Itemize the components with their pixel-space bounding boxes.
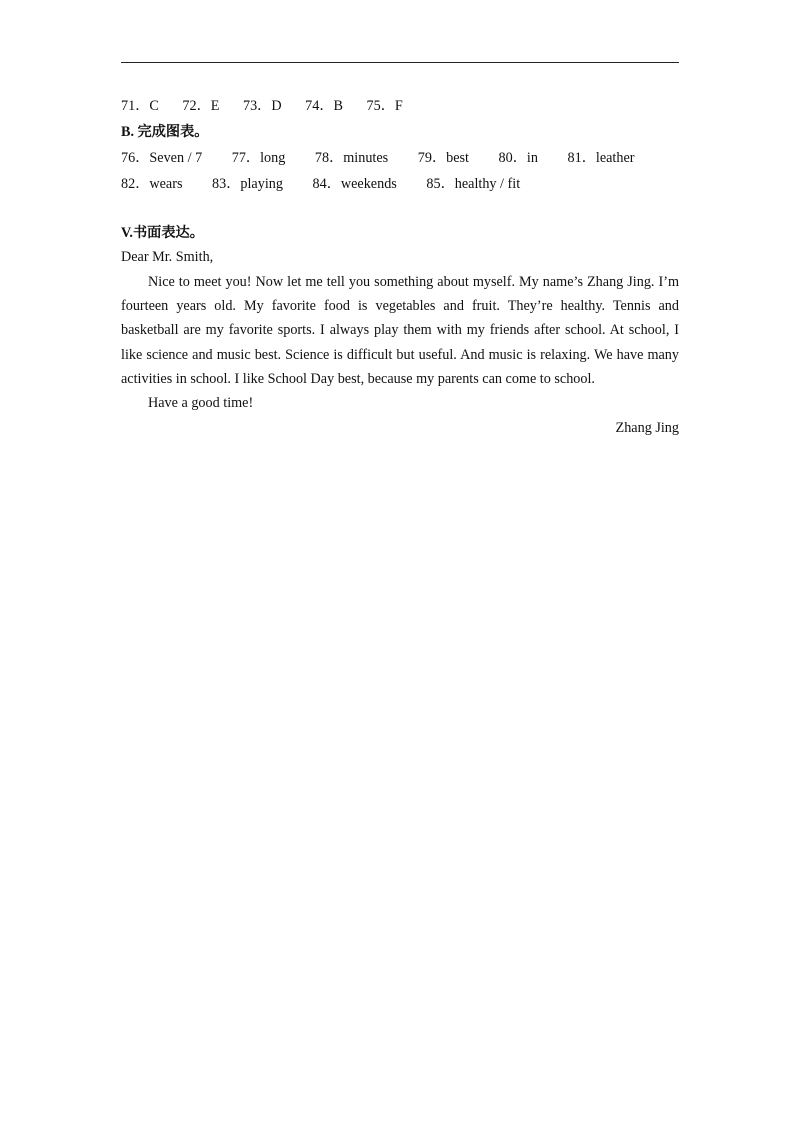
answer-74: 74．B [305, 98, 343, 114]
letter-signature: Zhang Jing [615, 419, 679, 436]
answer-84: 84．weekends [312, 176, 397, 193]
letter-body: Nice to meet you! Now let me tell you something about myself. My name’s Zhang Jing. I’m fourteen years old. My favorite food is vegetables and fruit. They’re healthy. Tennis and basketball are my favorite sports. I always play them with my friends after school. At school, I like science and music best. Science is difficult but useful. And music is relaxing. We have many activities in school. I like School Day best, because my parents can come to school. [121, 273, 679, 387]
answer-77: 77．long [231, 150, 286, 167]
section-spacer [121, 197, 679, 221]
answers-row-76-81 [121, 145, 679, 171]
answer-85: 85．healthy / fit [426, 176, 521, 193]
answer-71: 71．C [121, 98, 159, 114]
answer-72: 72．E [182, 98, 220, 114]
answer-73: 73．D [242, 98, 282, 114]
letter-closing: Have a good time! [148, 395, 254, 412]
section-b-heading: B. 完成图表。 [121, 123, 209, 140]
answer-76: 76．Seven / 7 [121, 150, 203, 167]
answer-79: 79．best [417, 150, 469, 167]
answer-75: 75．F [366, 98, 403, 114]
answer-82: 82．wears [121, 176, 183, 193]
answers-row-71-75 [121, 94, 679, 120]
answer-78: 78．minutes [314, 150, 389, 167]
answer-81: 81．leather [567, 150, 635, 167]
answer-83: 83．playing [212, 176, 283, 193]
header-rule [121, 62, 679, 63]
answers-row-82-85 [121, 171, 679, 197]
answer-80: 80．in [498, 150, 538, 167]
answer-key-page [121, 94, 679, 440]
section-v-heading: V.书面表达。 [121, 225, 204, 242]
letter-salutation: Dear Mr. Smith, [121, 249, 214, 266]
